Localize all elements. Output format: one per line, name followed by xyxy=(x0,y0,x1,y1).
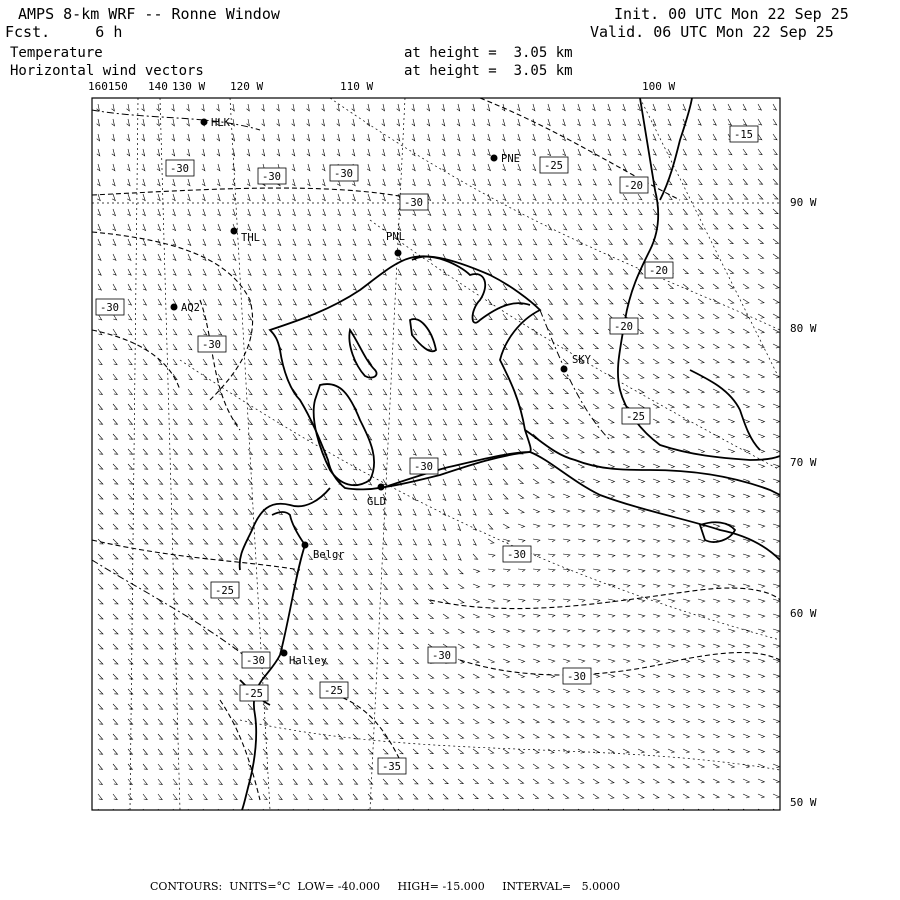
svg-text:-30: -30 xyxy=(334,168,353,180)
station-label: SKY xyxy=(572,354,591,366)
station-label: Halley xyxy=(289,655,327,667)
station-thl xyxy=(231,228,260,245)
right-axis-label: 50 W xyxy=(790,796,817,809)
station-pne xyxy=(491,153,520,165)
right-axis-label: 70 W xyxy=(790,456,817,469)
svg-text:-30: -30 xyxy=(507,549,526,561)
contour-label xyxy=(320,682,348,698)
right-axis-label: 80 W xyxy=(790,322,817,335)
valid-time: Valid. 06 UTC Mon 22 Sep 25 xyxy=(590,23,834,41)
top-axis-label: 100 W xyxy=(642,80,676,93)
station-label: AQ2 xyxy=(181,302,200,314)
field1-name: Temperature xyxy=(10,45,103,61)
svg-text:-30: -30 xyxy=(100,302,119,314)
top-axis-label: 120 W xyxy=(230,80,264,93)
contour-label xyxy=(410,458,438,474)
svg-text:-25: -25 xyxy=(626,411,645,423)
svg-text:-35: -35 xyxy=(382,761,401,773)
station-pnl xyxy=(386,231,405,257)
contour-label xyxy=(730,126,758,142)
svg-text:-20: -20 xyxy=(624,180,643,192)
contour-label xyxy=(400,194,428,210)
map-frame xyxy=(92,98,780,810)
init-time: Init. 00 UTC Mon 22 Sep 25 xyxy=(614,5,849,23)
field2-height: at height = 3.05 km xyxy=(404,63,573,79)
svg-text:-30: -30 xyxy=(404,197,423,209)
svg-text:-30: -30 xyxy=(202,339,221,351)
contour-label xyxy=(330,165,358,181)
station-label: THL xyxy=(241,232,260,244)
station-aq2 xyxy=(171,302,200,314)
station-label: PNE xyxy=(501,153,520,165)
station-label: PNL xyxy=(386,231,405,243)
right-axis-label: 60 W xyxy=(790,607,817,620)
svg-text:-25: -25 xyxy=(244,688,263,700)
contour-label xyxy=(645,262,673,278)
svg-text:-20: -20 xyxy=(614,321,633,333)
contour-label xyxy=(503,546,531,562)
contour-label xyxy=(378,758,406,774)
top-axis-label: 140 xyxy=(148,80,168,93)
contour-label xyxy=(166,160,194,176)
svg-text:-30: -30 xyxy=(262,171,281,183)
map-title: AMPS 8-km WRF -- Ronne Window xyxy=(18,5,280,23)
top-axis-label: 110 W xyxy=(340,80,374,93)
contour-label xyxy=(198,336,226,352)
svg-text:-25: -25 xyxy=(215,585,234,597)
svg-text:-30: -30 xyxy=(567,671,586,683)
station-hlk xyxy=(201,117,231,129)
forecast-hour: Fcst. 6 h xyxy=(5,23,123,41)
station-sky xyxy=(561,354,592,373)
station-label: GLD xyxy=(367,496,386,508)
contour-label xyxy=(610,318,638,334)
svg-text:-25: -25 xyxy=(324,685,343,697)
contour-info: CONTOURS: UNITS=°C LOW= -40.000 HIGH= -15.000 INTERVAL= 5.0000 xyxy=(150,880,621,893)
svg-text:-20: -20 xyxy=(649,265,668,277)
svg-text:-30: -30 xyxy=(246,655,265,667)
graticule xyxy=(92,98,780,810)
coastline xyxy=(240,98,780,810)
contour-label xyxy=(240,685,268,701)
top-axis-label: 130 W xyxy=(172,80,206,93)
svg-text:-25: -25 xyxy=(544,160,563,172)
contour-label xyxy=(242,652,270,668)
contour-label xyxy=(563,668,591,684)
station-gld xyxy=(367,484,386,509)
top-axis-label: 160150 xyxy=(88,80,128,93)
contour-label xyxy=(211,582,239,598)
contour-label xyxy=(622,408,650,424)
right-axis-label: 90 W xyxy=(790,196,817,209)
field2-name: Horizontal wind vectors xyxy=(10,63,204,79)
station-label: Belgr xyxy=(313,549,345,561)
svg-text:-15: -15 xyxy=(734,129,753,141)
field1-height: at height = 3.05 km xyxy=(404,45,573,61)
grounding-line xyxy=(92,110,610,660)
contour-label xyxy=(258,168,286,184)
svg-text:-30: -30 xyxy=(170,163,189,175)
contour-label xyxy=(620,177,648,193)
contour-label xyxy=(96,299,124,315)
contour-label xyxy=(428,647,456,663)
svg-text:-30: -30 xyxy=(432,650,451,662)
contour-label xyxy=(540,157,568,173)
svg-text:-30: -30 xyxy=(414,461,433,473)
station-belgrano xyxy=(302,542,345,562)
station-halley xyxy=(281,650,327,668)
station-label: HLK xyxy=(211,117,230,129)
